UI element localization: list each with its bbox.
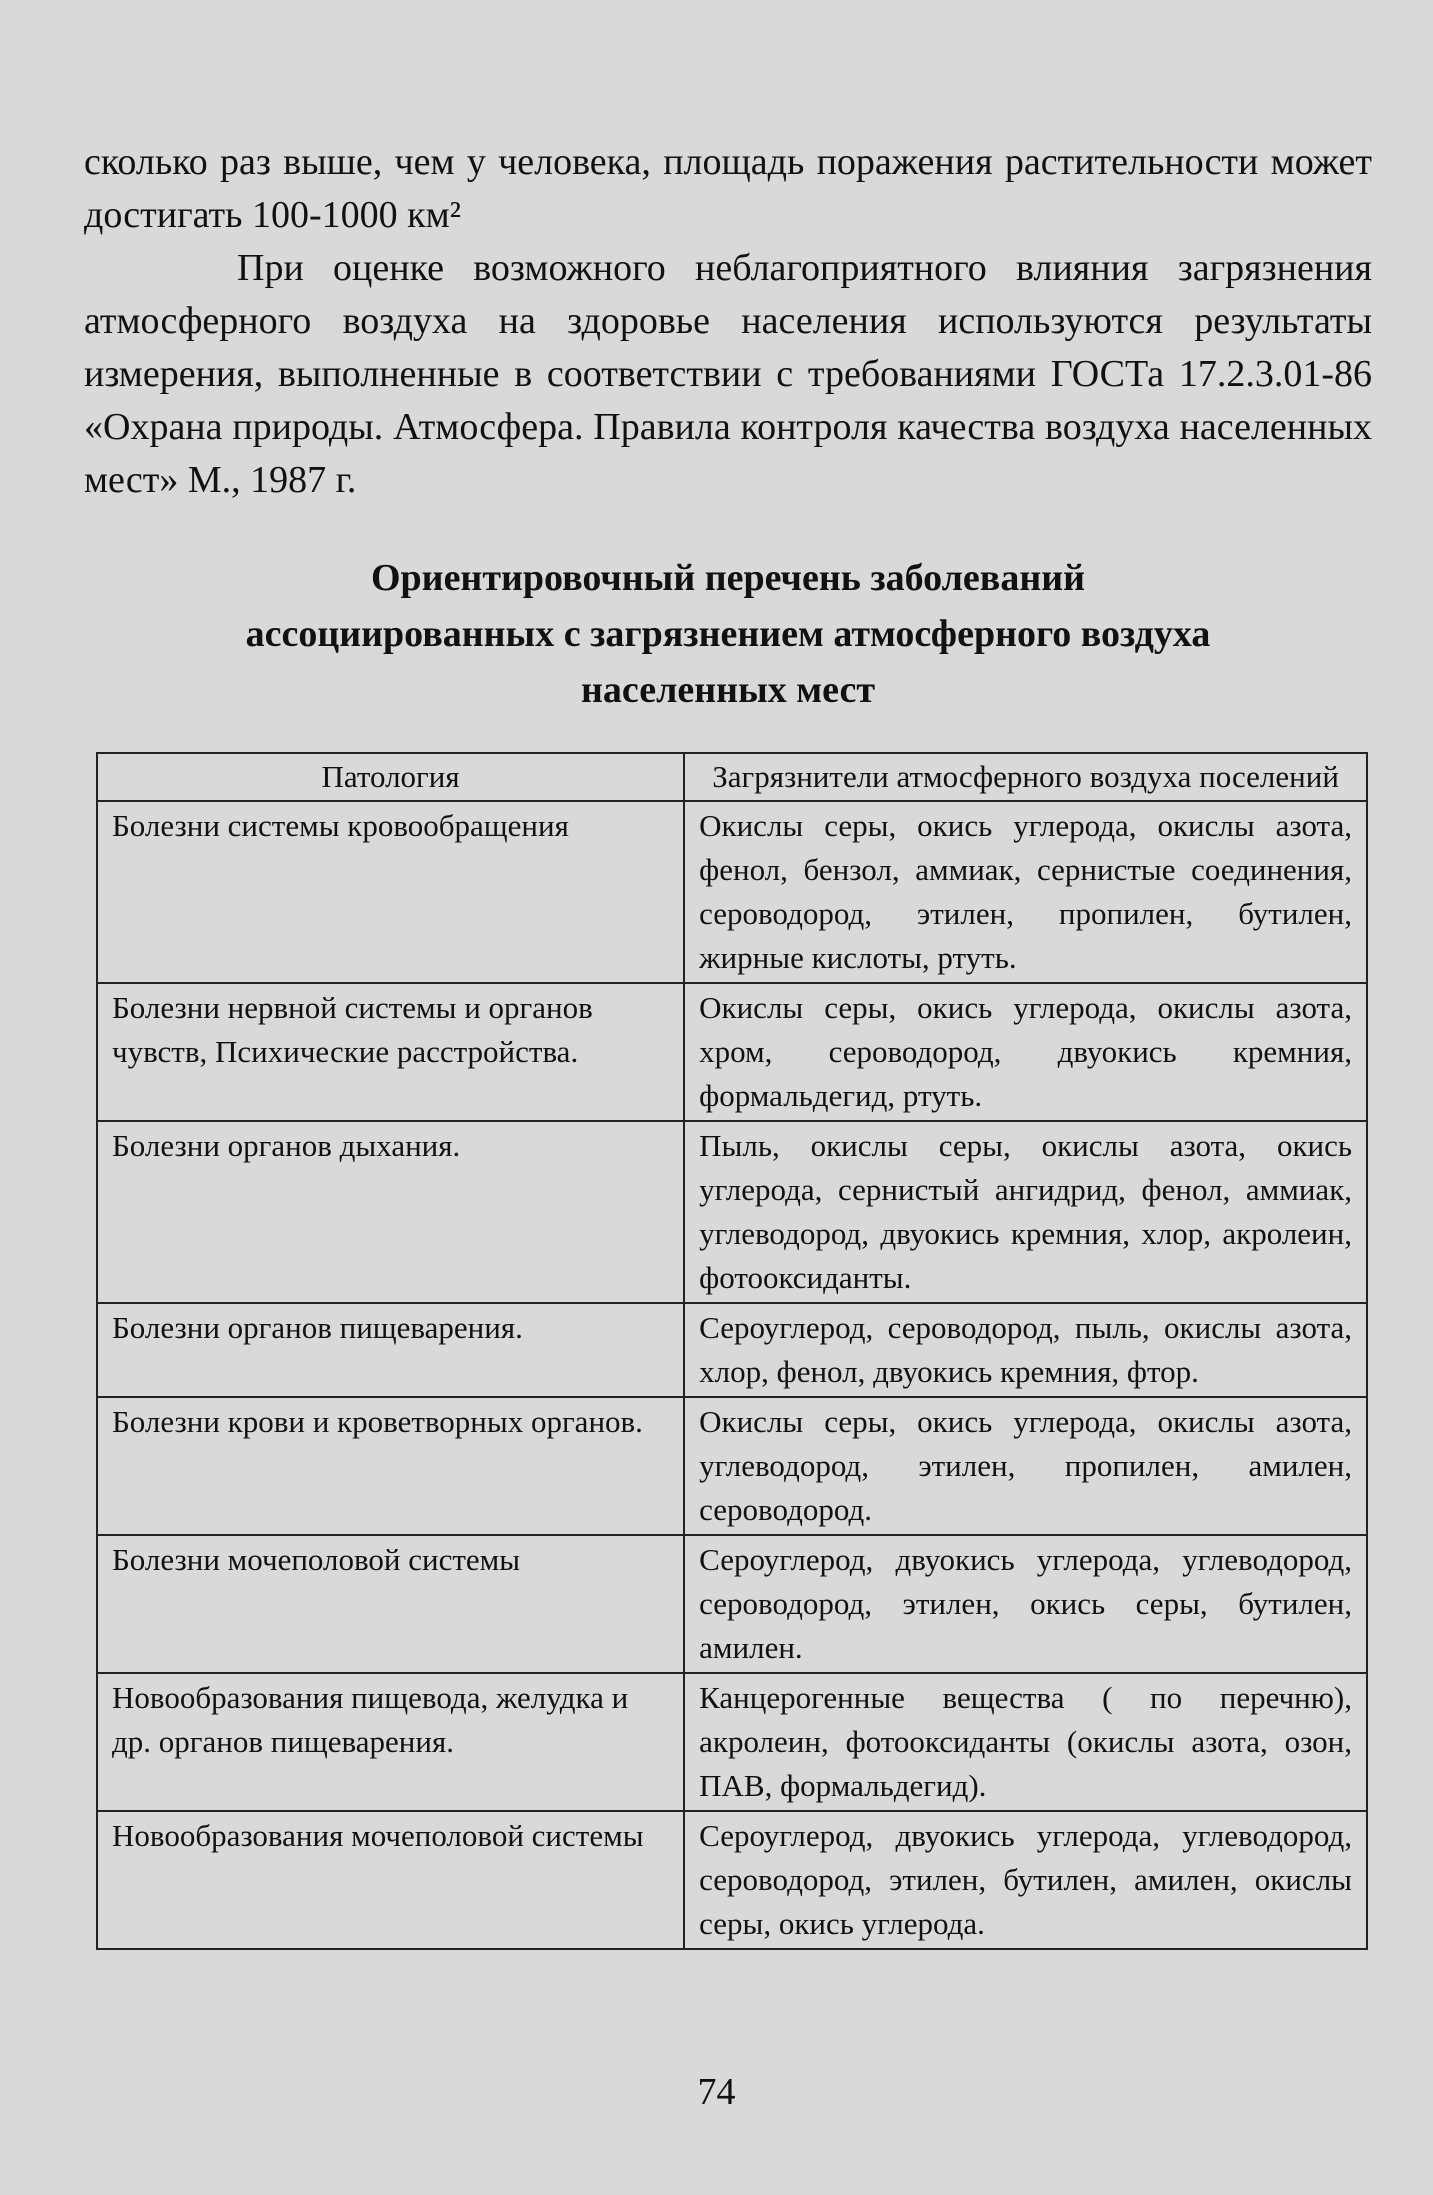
table-header-row — [97, 753, 1367, 801]
pollutants-cell: Сероуглерод, двуокись углерода, углеводород, сероводород, этилен, бутилен, амилен, окислы серы, окись углерода. — [684, 1811, 1367, 1949]
table-row — [97, 1121, 1367, 1303]
pathology-cell: Новообразования пищевода, желудка и др. органов пищеварения. — [97, 1673, 684, 1811]
table-row — [97, 801, 1367, 983]
table-row — [97, 1811, 1367, 1949]
table-row — [97, 983, 1367, 1121]
header-pollutants: Загрязнители атмосферного воздуха поселений — [684, 753, 1367, 801]
pathology-cell: Болезни органов дыхания. — [97, 1121, 684, 1303]
pollutants-cell: Пыль, окислы серы, окислы азота, окись углерода, сернистый ангидрид, фенол, аммиак, углеводород, двуокись кремния, хлор, акролеин, фотооксиданты. — [684, 1121, 1367, 1303]
table-row — [97, 1535, 1367, 1673]
table-row — [97, 1303, 1367, 1397]
header-pathology: Патология — [97, 753, 684, 801]
pathology-cell: Болезни системы кровообращения — [97, 801, 684, 983]
pollutants-cell: Окислы серы, окись углерода, окислы азота, фенол, бензол, аммиак, сернистые соединения, сероводород, этилен, пропилен, бутилен, жирные кислоты, ртуть. — [684, 801, 1367, 983]
section-title — [84, 550, 1372, 718]
pollutants-cell: Окислы серы, окись углерода, окислы азота, углеводород, этилен, пропилен, амилен, сероводород. — [684, 1397, 1367, 1535]
pathology-cell: Болезни органов пищеварения. — [97, 1303, 684, 1397]
title-line: населенных мест — [581, 669, 875, 711]
pathology-cell: Новообразования мочеполовой системы — [97, 1811, 684, 1949]
pathology-cell: Болезни крови и кроветворных органов. — [97, 1397, 684, 1535]
pollutants-cell: Канцерогенные вещества ( по перечню), акролеин, фотооксиданты (окислы азота, озон, ПАВ, формальдегид). — [684, 1673, 1367, 1811]
pollutants-cell: Окислы серы, окись углерода, окислы азота, хром, сероводород, двуокись кремния, формальдегид, ртуть. — [684, 983, 1367, 1121]
table-row — [97, 1397, 1367, 1535]
paragraph-continuation: сколько раз выше, чем у человека, площадь поражения растительности может достигать 100-1000 км² — [84, 141, 1372, 236]
paragraph-gost: При оценке возможного неблагоприятного влияния загрязнения атмосферного воздуха на здоровье населения используются результаты измерения, выполненные в соответствии с требованиями ГОСТа 17.2.3.01-86 «Охрана природы. Атмосфера. Правила контроля качества воздуха населенных мест» М., 1987 г. — [84, 247, 1372, 501]
pathology-cell: Болезни нервной системы и органов чувств, Психические расстройства. — [97, 983, 684, 1121]
page-number: 74 — [697, 2071, 736, 2113]
table-row — [97, 1673, 1367, 1811]
pollutants-cell: Сероуглерод, сероводород, пыль, окислы азота, хлор, фенол, двуокись кремния, фтор. — [684, 1303, 1367, 1397]
title-line: ассоциированных с загрязнением атмосферного воздуха — [245, 613, 1211, 655]
disease-pollutant-table — [96, 752, 1368, 1950]
pollutants-cell: Сероуглерод, двуокись углерода, углеводород, сероводород, этилен, окись серы, бутилен, амилен. — [684, 1535, 1367, 1673]
pathology-cell: Болезни мочеполовой системы — [97, 1535, 684, 1673]
title-line: Ориентировочный перечень заболеваний — [370, 557, 1086, 599]
